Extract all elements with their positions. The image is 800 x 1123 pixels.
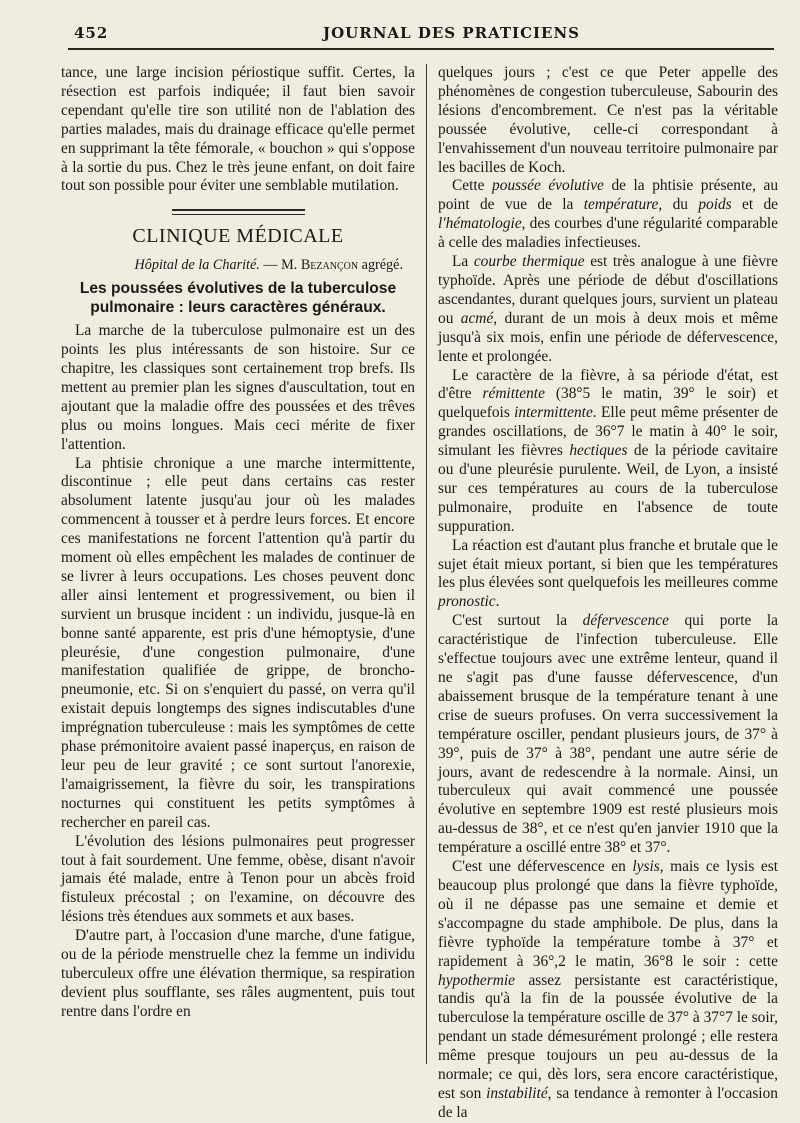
- header-rule: [68, 48, 774, 50]
- text-run: , mais ce lysis est beaucoup plus prolongé que dans la fièvre typhoïde, où il ne dépasse pas une semaine et demie et s'accompagne du stade amphibole. De plus, dans la fièvre typhoïde la température tombe à 37° et rapidement à 36°,2 le matin, 36°8 le soir : cette: [438, 858, 778, 970]
- author-role: agrégé.: [358, 257, 403, 274]
- text-run: de la période cavitaire ou d'une pleurésie purulente. Weil, de Lyon, a insisté sur ces températures au cours de la tuberculose pulmonaire, produite en l'absence de toute suppuration.: [438, 442, 778, 535]
- italic-term: instabilité: [486, 1084, 548, 1102]
- body-paragraph: quelques jours ; c'est ce que Peter appelle des phénomènes de congestion tuberculeuse, Sabourin des lésions d'encombrement. Ce n'est pas la véritable poussée évolutive, celle-ci correspondant à l'envahissement d'un nouveau territoire pulmonaire par les bacilles de Koch.: [438, 64, 778, 176]
- italic-term: hectiques: [569, 442, 628, 460]
- body-paragraph: [438, 612, 778, 858]
- body-paragraph: D'autre part, à l'occasion d'une marche, d'une fatigue, ou de la période menstruelle chez la femme un individu tuberculeux offre une élévation thermique, sa respiration devient plus soufflante, ses râles augmentent, puis tout rentre dans l'ordre en: [61, 927, 415, 1020]
- text-run: Le caractère de la fièvre, à sa période d'état, est d'être: [438, 366, 778, 403]
- text-run: est très analogue à une fièvre typhoïde. Après une période de début d'oscillations ascendantes, durant quelques jours, survient un plateau ou: [438, 253, 778, 327]
- text-run: assez persistante est caractéristique, tandis qu'à la fin de la poussée évolutive de la tuberculose la température oscille de 37° à 37°7 le soir, pendant un stade démesurément prolongé ; elle restera même presque toujours un peu au-dessus de la normale; ce qui, dès lors, sera encore caractéristique, est son: [438, 971, 778, 1102]
- body-paragraph: [438, 858, 778, 1123]
- italic-term: intermittente: [514, 404, 593, 422]
- text-run: (38°5 le matin, 39° le soir) et quelquefois: [438, 385, 778, 422]
- body-paragraph: [438, 177, 778, 253]
- text-run: .: [495, 593, 500, 611]
- italic-term: courbe thermique: [473, 253, 585, 271]
- text-run: La réaction est d'autant plus franche et brutale que le sujet était mieux portant, si bien que les températures les plus élevées sont quelquefois les meilleures comme: [438, 536, 778, 592]
- text-run: de la phtisie présente, au point de vue de la: [438, 177, 779, 214]
- italic-term: lysis: [632, 858, 660, 876]
- byline-separator: — M.: [259, 257, 301, 274]
- italic-term: rémittente: [482, 385, 545, 403]
- body-paragraph: La marche de la tuberculose pulmonaire est un des points les plus intéressants de son histoire. Sur ce chapitre, les classiques sont certainement trop brefs. Ils mettent au premier plan les signes d'auscultation, tout en ajoutant que la maladie offre des poussées et des trêves plus ou moins longues. Mais ceci mérite de fixer l'attention.: [61, 322, 415, 453]
- section-ornament-rule: [172, 209, 305, 215]
- article-byline: [61, 256, 415, 275]
- text-run: C'est une défervescence en: [452, 858, 633, 876]
- text-run: Cette: [452, 177, 493, 195]
- left-column: [61, 64, 415, 1022]
- text-run: qui porte la caractéristique de l'infection tuberculeuse. Elle s'effectue toujours avec une extrême lenteur, quand il ne s'agit pas d'une fausse défervescence, d'un abaissement brusque de la température tenant à une crise de sueurs profuses. On verra successivement la température osciller, pendant plusieurs jours, de 37° à 39°, puis de 37° à 38°, pendant une autre série de jours, avant de redescendre à la normale. Ainsi, un tuberculeux qui avait commencé une poussée évolutive en septembre 1909 est resté plusieurs mois au-dessus de 38°, et ce n'est qu'en janvier 1910 que la température a oscillé entre 38° et 37°.: [438, 612, 778, 857]
- body-paragraph: [438, 367, 778, 537]
- article-title: Les poussées évolutives de la tuberculose pulmonaire : leurs caractères généraux.: [79, 280, 397, 317]
- text-run: , durant de un mois à deux mois et même jusqu'à six mois, enfin une période de défervescence, lente et prolongée.: [438, 309, 778, 365]
- right-column: [438, 64, 778, 1123]
- body-paragraph: La phtisie chronique a une marche intermittente, discontinue ; elle peut dans certains cas rester absolument latente jusqu'au jour où les malades commencent à tousser et à perdre leurs forces. Et encore ces manifestations ne forcent l'attention qu'à partir du moment où elles empêchent les malades de continuer de se livrer à leurs occupations. Les choses peuvent donc aller ainsi lentement et progressivement, ou bien il survient un brusque incident : un individu, jusque-là en bonne santé apparente, est pris d'une hémoptysie, d'une pleurésie, d'une congestion pulmonaire, d'une manifestation qualifiée de grippe, de broncho-pneumonie, etc. Si on s'enquiert du passé, on verra qu'il existait depuis longtemps des signes indiscutables d'une imprégnation tuberculeuse : mais les symptômes de cette phase prémonitoire avaient passé inaperçus, en raison de leur peu de leur gravité ; ce sont surtout l'anorexie, l'amaigrissement, la fièvre du soir, les transpirations nocturnes qui constituent les petits symptômes à rechercher en pareil cas.: [61, 454, 415, 831]
- italic-term: poids: [698, 196, 732, 214]
- column-divider: [426, 64, 427, 1064]
- body-paragraph: L'évolution des lésions pulmonaires peut progresser tout à fait sourdement. Une femme, obèse, disant n'avoir jamais été malade, entre à Tenon pour un abcès froid fistuleux précostal ; on l'examine, on découvre des lésions très étendues aux sommets et aux bases.: [61, 832, 415, 926]
- page-number: 452: [74, 24, 109, 42]
- intro-paragraph: tance, une large incision périostique suffit. Certes, la résection est parfois indiquée; il faut bien savoir cependant qu'elle tire son utilité non de l'ablation des parties malades, mais du drainage efficace qu'elle permet en supprimant la tête fémorale, « bouchon » qui s'oppose à la sortie du pus. Chez le très jeune enfant, on doit faire tout son possible pour éviter une semblable mutilation.: [61, 64, 415, 195]
- text-run: La: [452, 253, 474, 271]
- italic-term: acmé: [460, 309, 494, 327]
- text-run: , sa tendance à remonter à l'occasion de la: [438, 1084, 778, 1121]
- text-run: , des courbes d'une régularité comparable à celle des maladies infectieuses.: [438, 215, 778, 252]
- italic-term: pronostic: [438, 593, 496, 611]
- running-head: JOURNAL DES PRATICIENS: [323, 24, 580, 42]
- section-title: CLINIQUE MÉDICALE: [132, 225, 344, 248]
- italic-term: l'hématologie: [438, 215, 522, 233]
- italic-term: hypothermie: [438, 971, 515, 989]
- text-run: C'est surtout la: [452, 612, 583, 630]
- italic-term: défervescence: [582, 612, 669, 630]
- text-run: , du: [658, 196, 699, 214]
- body-paragraph: [438, 537, 778, 613]
- italic-term: poussée évolutive: [492, 177, 604, 195]
- text-run: . Elle peut même présenter de grandes oscillations, de 36°7 le matin à 40° le soir, simulant les fièvres: [438, 404, 778, 460]
- author-name: Bezançon: [300, 257, 359, 274]
- text-run: et de: [731, 196, 778, 214]
- italic-term: température: [583, 196, 659, 214]
- hospital-name: Hôpital de la Charité.: [134, 257, 260, 274]
- body-paragraph: [438, 253, 778, 366]
